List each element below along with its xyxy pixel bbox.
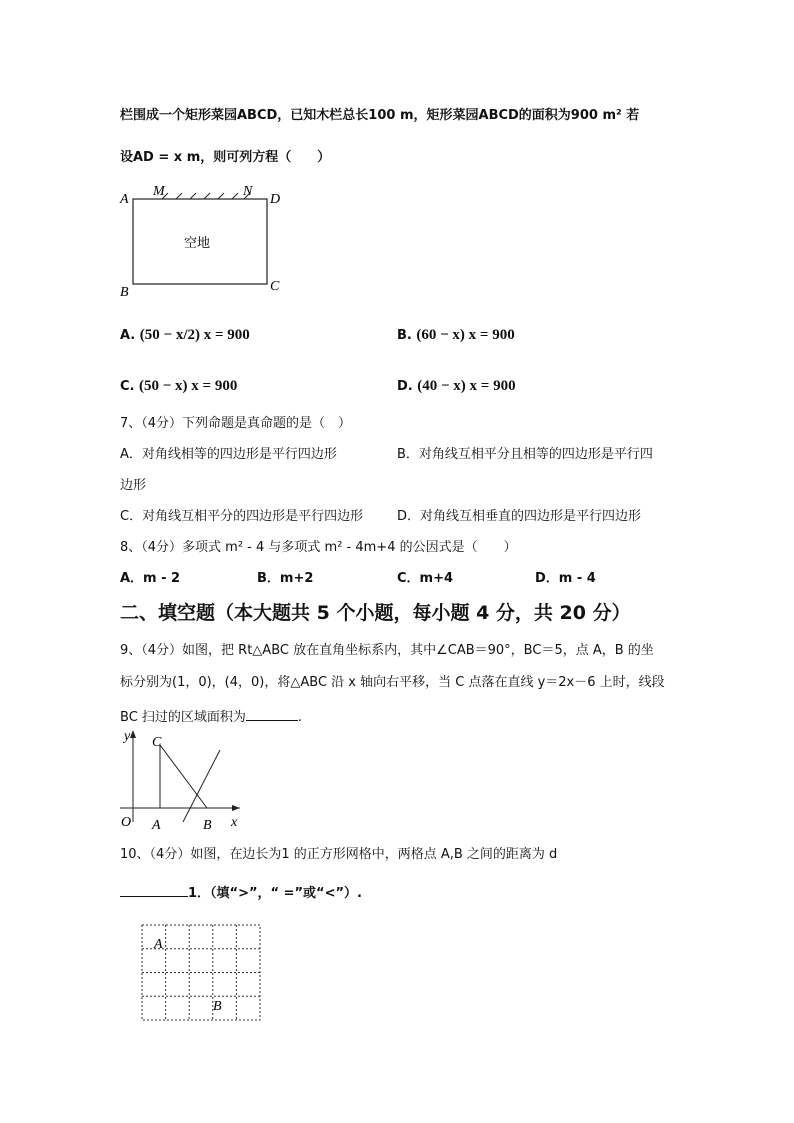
q10-answer-blank[interactable]: [120, 884, 188, 897]
label-x: x: [231, 815, 238, 830]
q9-period: .: [297, 710, 303, 725]
label-A: A: [120, 192, 129, 207]
q8-option-d[interactable]: D．m - 4: [535, 571, 596, 586]
label-B: B: [203, 818, 212, 833]
q10-line2-text: 1．（填“>”，“ =”或“<”）.: [188, 886, 362, 901]
q7-option-d[interactable]: D．对角线互相垂直的四边形是平行四边形: [397, 509, 642, 524]
label-D: D: [270, 192, 281, 207]
q6-option-d[interactable]: [397, 378, 516, 395]
section-2-heading: 二、填空题（本大题共 5 个小题，每小题 4 分，共 20 分）: [120, 602, 631, 624]
q6-line1: 栏围成一个矩形菜园ABCD，已知木栏总长100 m，矩形菜园ABCD的面积为900 m² 若: [120, 108, 640, 123]
q6-option-b[interactable]: [397, 327, 515, 344]
q8-option-b[interactable]: B．m+2: [257, 571, 314, 586]
option-letter: B.: [397, 328, 412, 343]
q10-line1: 10、（4分）如图，在边长为1 的正方形网格中，两格点 A,B 之间的距离为 d: [120, 847, 558, 862]
q6-rectangle-figure: [119, 184, 280, 300]
label-y: y: [124, 729, 131, 744]
label-B: B: [120, 285, 129, 300]
option-expr: (40 − x) x = 900: [417, 378, 516, 394]
label-empty-land: 空地: [184, 236, 211, 251]
label-C: C: [152, 735, 162, 750]
q8-option-c[interactable]: C．m+4: [397, 571, 454, 586]
q7-stem: 7、（4分）下列命题是真命题的是（ ）: [120, 416, 352, 431]
label-A: A: [152, 818, 161, 833]
option-letter: D.: [397, 379, 413, 394]
q7-option-b[interactable]: B．对角线互相平分且相等的四边形是平行四: [397, 447, 653, 462]
grid-label-A: A: [154, 937, 163, 952]
label-N: N: [243, 184, 253, 199]
grid-label-B: B: [213, 999, 222, 1014]
q7-option-a[interactable]: A．对角线相等的四边形是平行四边形: [120, 447, 337, 462]
q9-answer-blank[interactable]: [246, 708, 298, 721]
option-expr: (50 − x) x = 900: [139, 378, 238, 394]
q7-option-b-cont: 边形: [120, 478, 147, 493]
q8-stem: 8、（4分）多项式 m² - 4 与多项式 m² - 4m+4 的公因式是（ ）: [120, 540, 517, 555]
q9-line3: [120, 708, 302, 726]
option-expr: (60 − x) x = 900: [416, 327, 515, 343]
label-C: C: [270, 279, 280, 294]
q9-line3-text: BC 扫过的区域面积为: [120, 710, 246, 725]
q7-option-c[interactable]: C．对角线互相平分的四边形是平行四边形: [120, 509, 364, 524]
q9-line1: 9、（4分）如图，把 Rt△ABC 放在直角坐标系内，其中∠CAB＝90°，BC＝5，点 A，B 的坐: [120, 643, 654, 658]
q9-coordinate-figure: [120, 729, 240, 833]
label-M: M: [153, 184, 165, 199]
q6-line2: 设AD = x m，则可列方程（ ）: [120, 150, 331, 165]
option-expr: (50 − x/2) x = 900: [139, 327, 250, 343]
q6-option-c[interactable]: [120, 378, 237, 395]
label-O: O: [121, 815, 132, 830]
option-letter: A.: [120, 328, 136, 343]
q10-line2: [120, 884, 362, 902]
option-letter: C.: [120, 379, 135, 394]
q8-option-a[interactable]: A．m - 2: [120, 571, 181, 586]
q6-option-a[interactable]: [120, 327, 250, 344]
q9-line2: 标分别为(1，0)，(4，0)，将△ABC 沿 x 轴向右平移，当 C 点落在直线 y＝2x－6 上时，线段: [120, 675, 665, 690]
